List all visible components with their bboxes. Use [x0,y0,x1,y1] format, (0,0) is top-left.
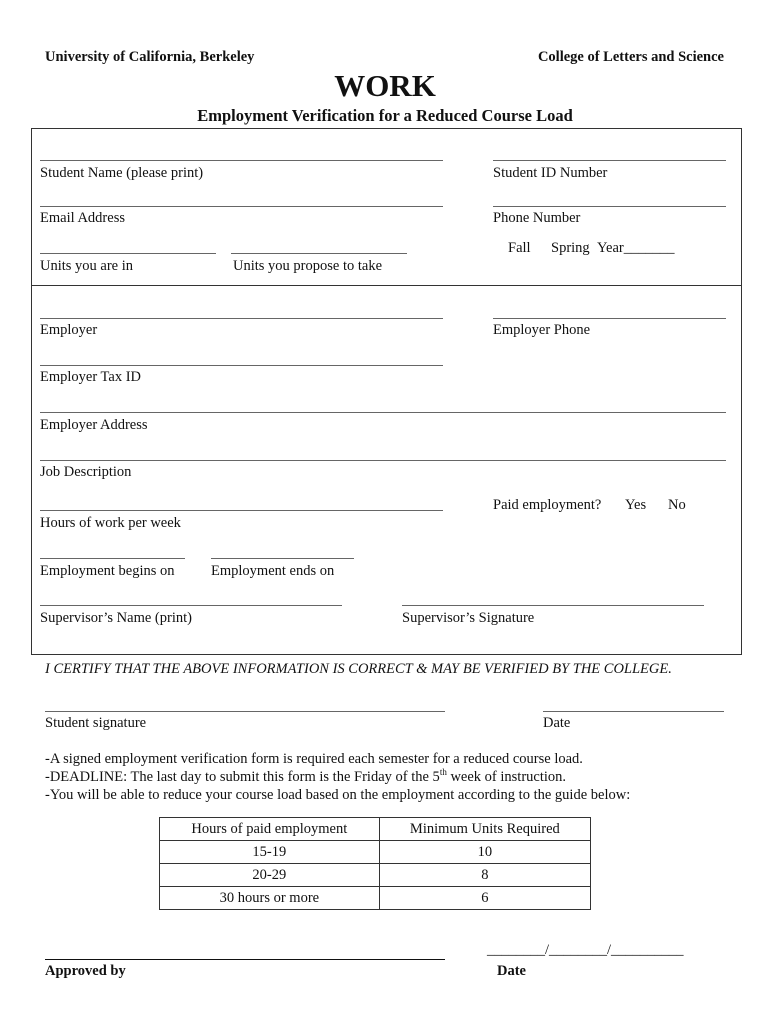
student-signature-field[interactable] [45,711,445,712]
hours-per-week-field[interactable] [40,510,443,511]
note-deadline-sup: th [439,767,447,778]
paid-no-option[interactable]: No [668,497,686,513]
certify-date-field[interactable] [543,711,724,712]
table-header-row [160,818,591,841]
student-id-field[interactable] [493,160,726,161]
university-name: University of California, Berkeley [45,49,255,65]
supervisor-signature-label: Supervisor’s Signature [402,610,535,626]
employer-address-field[interactable] [40,412,726,413]
employer-phone-field[interactable] [493,318,726,319]
tax-id-label: Employer Tax ID [40,369,141,385]
student-name-field[interactable] [40,160,443,161]
supervisor-name-field[interactable] [40,605,342,606]
college-name: College of Letters and Science [537,49,724,65]
phone-field[interactable] [493,206,726,207]
job-description-field[interactable] [40,460,726,461]
page-subtitle: Employment Verification for a Reduced Course Load [197,106,573,125]
units-propose-label: Units you propose to take [233,258,383,274]
header-units: Minimum Units Required [379,818,590,841]
email-label: Email Address [40,210,125,226]
supervisor-signature-field[interactable] [402,605,704,606]
term-spring-option[interactable]: Spring [551,240,590,256]
certify-date-label: Date [543,715,571,731]
begins-on-field[interactable] [40,558,185,559]
note-deadline-text: -DEADLINE: The last day to submit this form is the Friday of the 5 [45,769,440,785]
certify-statement: I CERTIFY THAT THE ABOVE INFORMATION IS CORRECT & MAY BE VERIFIED BY THE COLLEGE. [45,661,672,677]
employer-phone-label: Employer Phone [493,322,591,338]
hours-per-week-label: Hours of work per week [40,515,181,531]
paid-yes-option[interactable]: Yes [625,497,647,513]
section-divider [31,285,742,286]
table-row [160,864,591,887]
hours-cell: 20-29 [160,864,380,887]
ends-on-field[interactable] [211,558,354,559]
year-field[interactable]: Year_______ [597,240,675,256]
email-field[interactable] [40,206,443,207]
employer-field[interactable] [40,318,443,319]
paid-employment-label: Paid employment? [493,497,602,513]
table-row [160,841,591,864]
phone-label: Phone Number [493,210,581,226]
units-cell: 10 [379,841,590,864]
units-in-label: Units you are in [40,258,134,274]
supervisor-name-label: Supervisor’s Name (print) [40,610,192,626]
units-cell: 8 [379,864,590,887]
student-id-label: Student ID Number [493,165,608,181]
approved-by-label: Approved by [45,963,126,979]
student-name-label: Student Name (please print) [40,165,204,181]
course-load-guide-table [159,817,591,910]
units-in-field[interactable] [40,253,216,254]
approved-by-field[interactable] [45,959,445,960]
approval-date-field[interactable]: ________/________/__________ [487,942,684,958]
page-title: WORK [334,68,436,103]
tax-id-field[interactable] [40,365,443,366]
job-description-label: Job Description [40,464,132,480]
employer-address-label: Employer Address [40,417,148,433]
term-fall-option[interactable]: Fall [508,240,531,256]
header-hours: Hours of paid employment [160,818,380,841]
note-guide: -You will be able to reduce your course load based on the employment according to the guide below: [45,787,631,803]
units-propose-field[interactable] [231,253,407,254]
ends-on-label: Employment ends on [211,563,335,579]
approval-date-label: Date [497,963,526,979]
hours-cell: 30 hours or more [160,887,380,910]
begins-on-label: Employment begins on [40,563,175,579]
student-signature-label: Student signature [45,715,147,731]
hours-cell: 15-19 [160,841,380,864]
note-deadline-suffix: week of instruction. [446,769,567,785]
note-deadline [45,769,566,786]
note-signed-form: -A signed employment verification form is required each semester for a reduced course load. [45,751,583,767]
table-row [160,887,591,910]
employer-label: Employer [40,322,98,338]
units-cell: 6 [379,887,590,910]
